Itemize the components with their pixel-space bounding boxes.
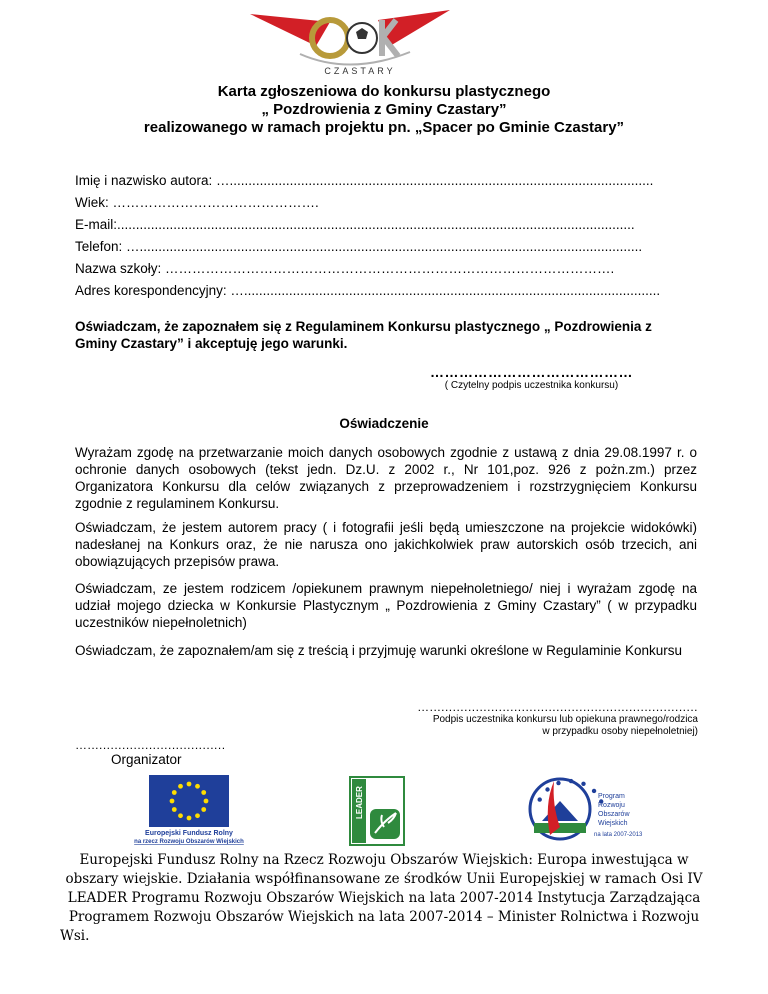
eu-star [187,782,192,787]
rules-acceptance-statement: Oświadczam, że zapoznałem się z Regulaminem Konkursu plastycznego „ Pozdrowienia z Gminy Czastary” i akceptuję jego warunki. [75,319,652,351]
eu-star [170,799,175,804]
eu-star [187,816,192,821]
statement-paragraph-data-consent: Wyrażam zgodę na przetwarzanie moich danych osobowych zgodnie z ustawą z dnia 29.08.1997 r. o ochronie danych osobowych (tekst jedn. Dz.U. z 2002 r., Nr 101,poz. 926 z pożn.zm.) przez Organizatora Konkursu dla celów związanych z przeprowadzeniem i rozstrzygnięciem Konkursu zgodnie z regulaminem Konkursu. [75,445,697,511]
field-phone[interactable]: Telefon: …...................................................................................................................................... [75,239,643,254]
eu-star [172,790,177,795]
eu-star [178,813,183,818]
footer-line-2: obszary wiejskie. Działania współfinansowane ze środków Unii Europejskiej w ramach Osi IV [65,871,703,887]
title-line-3: realizowanego w ramach projektu pn. „Spacer po Gminie Czastary” [143,119,625,136]
statement-paragraph-terms: Oświadczam, że zapoznałem/am się z treścią i przyjmuję warunki określone w Regulaminie Konkursu [75,643,682,658]
guardian-caption-line-2: w przypadku osoby niepełnoletniej) [542,726,698,737]
prow-line-2: Rozwoju [598,802,625,809]
prow-line-4: Wiejskich [598,820,628,827]
statement-title: Oświadczenie [339,416,429,431]
footer-line-3: LEADER Programu Rozwoju Obszarów Wiejskich na lata 2007-2014 Instytucja Zarządzająca [67,890,701,906]
footer-line-5: Wsi. [60,928,90,944]
funding-footer [60,851,708,946]
prow-line-1: Program [598,793,625,800]
statement-paragraph-authorship: Oświadczam, że jestem autorem pracy ( i fotografii jeśli będą umieszczone na projekcie widokówki) nadesłanej na Konkurs oraz, że nie narusza ono jakichkolwiek praw autorskich osób trzecich, ani obowiązujących przepisów prawa. [75,520,697,569]
guardian-caption-line-1: Podpis uczestnika konkursu lub opiekuna prawnego/rodzica [432,714,698,725]
gok-logo [250,6,450,78]
eu-star [178,784,183,789]
guardian-signature-line[interactable]: …...................................................................... [417,700,698,714]
prow-star [556,781,560,785]
eu-star [201,807,206,812]
eu-star [195,813,200,818]
participant-signature-caption: ( Czytelny podpis uczestnika konkursu) [444,380,619,391]
eu-star [195,784,200,789]
title-line-1: Karta zgłoszeniowa do konkursu plastycznego [217,83,551,100]
prow-line-3: Obszarów [598,811,630,818]
form-fields [75,170,697,302]
prow-star [545,787,549,791]
prow-years: na lata 2007-2013 [594,832,643,838]
leader-text: LEADER [355,786,364,819]
prow-field [534,823,586,833]
prow-star [581,782,585,786]
statement-paragraph-parental-consent: Oświadczam, ze jestem rodzicem /opiekunem prawnym niepełnoletniego/ niej i wyrażam zgodę na udział mojego dziecka w Konkursie Plastycznym „ Pozdrowienia z Gminy Czastary” ( w przypadku uczestników niepełnoletnich) [75,581,697,630]
organizer-signature-line[interactable]: ….................................... [75,738,226,752]
eu-caption-line-1: Europejski Fundusz Rolny [145,830,233,837]
field-email[interactable]: E-mail:.......................................................................................................................................... [75,217,635,232]
logo-caption: CZASTARY [324,66,396,76]
eu-star [172,807,177,812]
prow-star [538,797,542,801]
footer-line-4: Programem Rozwoju Obszarów Wiejskich na lata 2007-2014 – Minister Rolnictwa i Rozwoju [68,909,700,925]
footer-line-1: Europejski Fundusz Rolny na Rzecz Rozwoju Obszarów Wiejskich: Europa inwestująca w [79,852,689,868]
field-author-name[interactable]: Imię i nazwisko autora: …................................................................................................................. [75,173,654,188]
eu-star [201,790,206,795]
logo-red-wing-left [250,14,330,46]
field-school-name[interactable]: Nazwa szkoły: ………………………………………………………………………………………. [75,261,615,276]
field-address[interactable]: Adres korespondencyjny: …............................................................................................................... [75,283,661,298]
eu-caption-line-2: na rzecz Rozwoju Obszarów Wiejskich [134,839,244,845]
eu-flag-logo [116,773,262,845]
eu-star [204,799,209,804]
prow-star [592,789,596,793]
leader-logo [348,775,406,847]
field-age[interactable]: Wiek: ………………………………………. [75,195,319,210]
guardian-signature-caption [398,714,698,738]
title-line-2: „ Pozdrowienia z Gminy Czastary” [261,101,507,118]
form-title [70,83,698,137]
organizer-label: Organizator [111,752,182,767]
participant-signature-line[interactable]: …………………………………… [430,364,633,380]
prow-star [569,779,573,783]
prow-logo [520,765,650,845]
